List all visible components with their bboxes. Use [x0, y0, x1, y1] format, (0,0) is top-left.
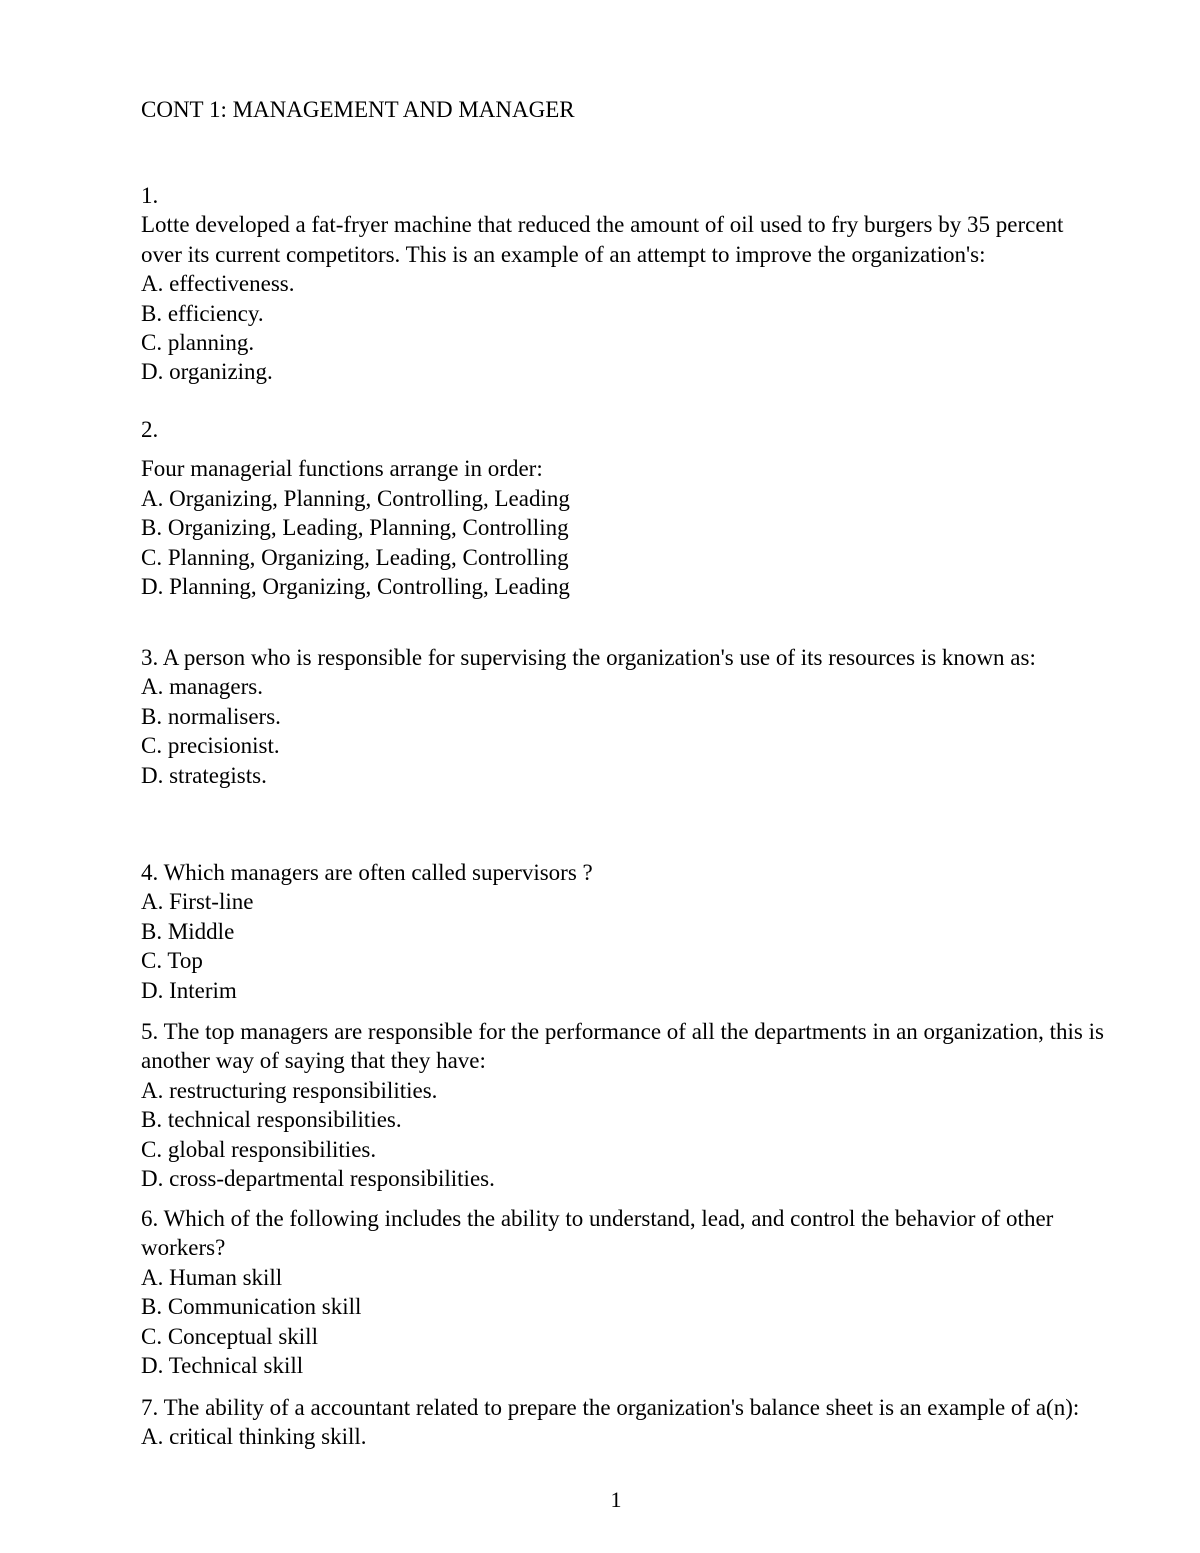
answer-option-a: A. managers. — [141, 674, 263, 700]
answer-option-c: C. Conceptual skill — [141, 1323, 318, 1349]
question-stem: 5. The top managers are responsible for the performance of all the departments in an organization, this is another way of saying that they have: — [141, 1019, 1104, 1074]
answer-option-b: B. technical responsibilities. — [141, 1107, 402, 1133]
answer-option-a: A. First-line — [141, 889, 254, 915]
answer-option-d: D. Interim — [141, 977, 237, 1003]
answer-option-c: C. precisionist. — [141, 733, 280, 759]
answer-option-c: C. global responsibilities. — [141, 1136, 377, 1162]
question-4 — [141, 858, 1106, 1005]
question-3 — [141, 643, 1106, 790]
answer-option-a: A. critical thinking skill. — [141, 1424, 367, 1450]
answer-option-b: B. Organizing, Leading, Planning, Controlling — [141, 515, 569, 541]
answer-option-b: B. efficiency. — [141, 300, 264, 326]
answer-option-d: D. strategists. — [141, 762, 267, 788]
question-stem: 4. Which managers are often called supervisors ? — [141, 860, 593, 885]
question-stem: 7. The ability of a accountant related to prepare the organization's balance sheet is an example of a(n): — [141, 1395, 1080, 1420]
question-7 — [141, 1393, 1106, 1452]
document-title: CONT 1: MANAGEMENT AND MANAGER — [141, 97, 575, 122]
question-stem: 3. A person who is responsible for supervising the organization's use of its resources is known as: — [141, 645, 1036, 670]
question-number: 2. — [141, 417, 159, 442]
page-number: 1 — [610, 1487, 622, 1512]
answer-option-c: C. Planning, Organizing, Leading, Controlling — [141, 544, 569, 570]
question-stem: Four managerial functions arrange in order: — [141, 456, 543, 482]
answer-option-a: A. Organizing, Planning, Controlling, Leading — [141, 485, 570, 511]
answer-option-d: D. Technical skill — [141, 1353, 304, 1379]
answer-option-a: A. effectiveness. — [141, 271, 295, 297]
answer-option-d: D. organizing. — [141, 359, 273, 385]
question-6 — [141, 1204, 1106, 1380]
answer-option-b: B. normalisers. — [141, 703, 281, 729]
question-stem: 6. Which of the following includes the ability to understand, lead, and control the behavior of other workers? — [141, 1206, 1054, 1261]
answer-option-b: B. Middle — [141, 918, 235, 944]
question-5 — [141, 1017, 1106, 1193]
question-number: 1. — [141, 183, 159, 208]
question-1 — [141, 181, 1106, 387]
answer-option-c: C. Top — [141, 948, 203, 974]
answer-option-a: A. restructuring responsibilities. — [141, 1077, 438, 1103]
answer-option-c: C. planning. — [141, 330, 255, 356]
answer-option-b: B. Communication skill — [141, 1294, 362, 1320]
answer-option-d: D. cross-departmental responsibilities. — [141, 1166, 495, 1192]
answer-option-a: A. Human skill — [141, 1264, 283, 1290]
question-2 — [141, 415, 1106, 601]
question-stem: Lotte developed a fat-fryer machine that reduced the amount of oil used to fry burgers by 35 percent over its current competitors. This is an example of an attempt to improve the organization's: — [141, 212, 1064, 267]
answer-option-d: D. Planning, Organizing, Controlling, Leading — [141, 574, 570, 600]
